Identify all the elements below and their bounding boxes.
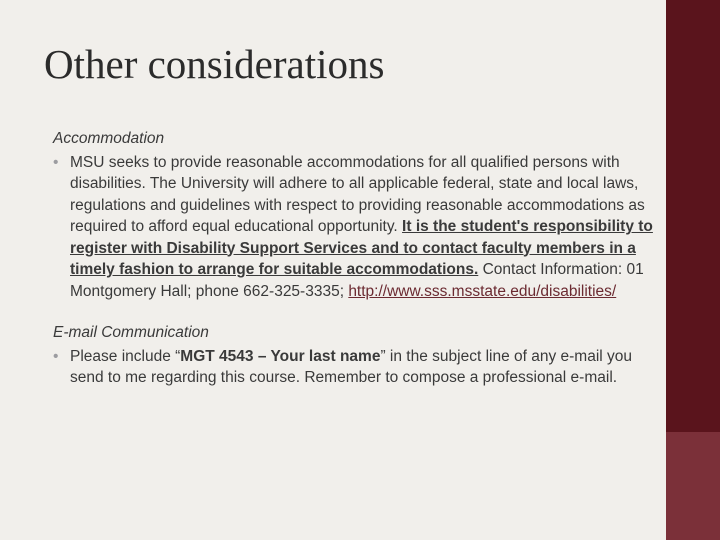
bullet-marker: • xyxy=(53,153,59,171)
right-accent-bar xyxy=(666,0,720,540)
bullet-marker: • xyxy=(53,347,59,365)
section-spacer xyxy=(53,302,653,322)
disabilities-link[interactable]: http://www.sss.msstate.edu/disabilities/ xyxy=(348,282,617,300)
email-text-b: ” in the subject line of any e-mail you send to me regarding this course. Remember to compose a professional e-mail. xyxy=(70,347,633,386)
email-subject-format: MGT 4543 – Your last name xyxy=(180,347,381,365)
accommodation-text-b: Contact Information: 01 Montgomery Hall; phone 662-325-3335; xyxy=(70,261,644,300)
accommodation-text-a: MSU seeks to provide reasonable accommodations for all qualified persons with disabilities. The University will adhere to all applicable federal, state and local laws, regulations and guidelines with respect to providing reasonable accommodations as required to afford equal educational opportunity. xyxy=(70,153,645,235)
slide-title: Other considerations xyxy=(44,41,385,87)
email-heading: E-mail Communication xyxy=(53,324,209,341)
right-accent-band xyxy=(666,432,720,540)
accommodation-bullet xyxy=(53,152,653,303)
email-text-a: Please include “ xyxy=(70,347,181,365)
accommodation-emphasis: It is the student's responsibility to register with Disability Support Services and to contact faculty members in a timely fashion to arrange for suitable accommodations. xyxy=(70,218,653,278)
slide-body xyxy=(53,128,653,389)
accommodation-heading: Accommodation xyxy=(53,130,165,147)
email-bullet xyxy=(53,346,653,389)
